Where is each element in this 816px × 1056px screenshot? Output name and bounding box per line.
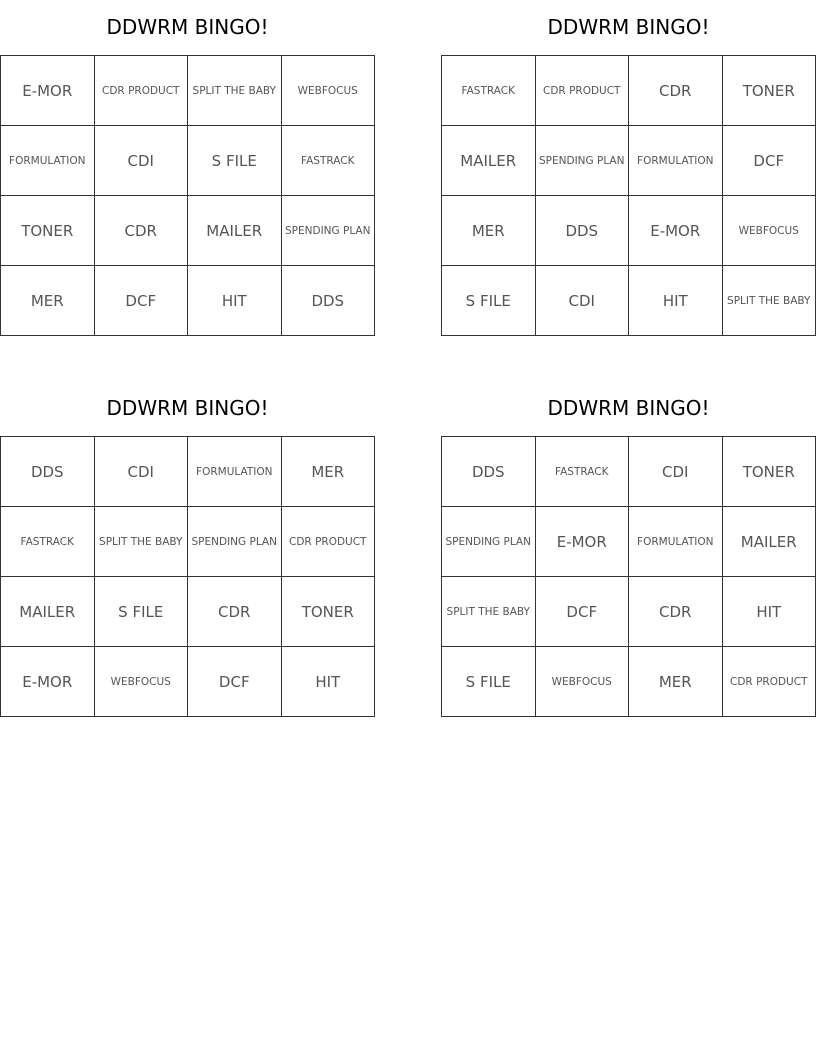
card-title: DDWRM BINGO! — [106, 15, 269, 39]
bingo-cell: SPENDING PLAN — [282, 196, 376, 266]
bingo-cell: SPENDING PLAN — [536, 126, 630, 196]
bingo-card-1 — [0, 0, 375, 336]
bingo-cell: DDS — [282, 266, 376, 336]
bingo-cell: DCF — [536, 577, 630, 647]
card-title: DDWRM BINGO! — [106, 396, 269, 420]
bingo-cell: FORMULATION — [629, 507, 723, 577]
bingo-cell: CDR — [629, 577, 723, 647]
bingo-cell: SPLIT THE BABY — [723, 266, 816, 336]
bingo-cell: TONER — [1, 196, 95, 266]
bingo-cell: CDR PRODUCT — [723, 647, 816, 717]
bingo-cell: DCF — [188, 647, 282, 717]
card-title: DDWRM BINGO! — [547, 15, 710, 39]
bingo-cell: TONER — [282, 577, 376, 647]
bingo-cell: DDS — [536, 196, 630, 266]
bingo-cell: CDI — [536, 266, 630, 336]
bingo-cell: TONER — [723, 56, 816, 126]
bingo-cell: MER — [442, 196, 536, 266]
bingo-cell: S FILE — [442, 647, 536, 717]
bingo-cell: DDS — [1, 437, 95, 507]
bingo-cell: CDI — [95, 126, 189, 196]
bingo-cell: CDI — [629, 437, 723, 507]
bingo-cell: S FILE — [442, 266, 536, 336]
bingo-cell: TONER — [723, 437, 816, 507]
bingo-cell: HIT — [629, 266, 723, 336]
bingo-cell: FORMULATION — [1, 126, 95, 196]
bingo-cell: HIT — [282, 647, 376, 717]
bingo-cell: SPLIT THE BABY — [442, 577, 536, 647]
bingo-cell: FASTRACK — [282, 126, 376, 196]
bingo-cell: MER — [282, 437, 376, 507]
bingo-cell: MER — [629, 647, 723, 717]
bingo-cell: S FILE — [95, 577, 189, 647]
bingo-card-4 — [441, 381, 816, 717]
bingo-cell: FASTRACK — [1, 507, 95, 577]
bingo-cell: WEBFOCUS — [536, 647, 630, 717]
bingo-cell: CDR PRODUCT — [95, 56, 189, 126]
bingo-cell: CDR — [629, 56, 723, 126]
bingo-grid — [441, 436, 816, 717]
bingo-cell: MAILER — [188, 196, 282, 266]
bingo-cell: WEBFOCUS — [282, 56, 376, 126]
bingo-cell: DCF — [95, 266, 189, 336]
bingo-cell: MAILER — [442, 126, 536, 196]
bingo-cell: WEBFOCUS — [95, 647, 189, 717]
bingo-cell: HIT — [188, 266, 282, 336]
bingo-cell: HIT — [723, 577, 816, 647]
bingo-grid — [0, 55, 375, 336]
bingo-cell: FORMULATION — [188, 437, 282, 507]
bingo-cell: SPENDING PLAN — [442, 507, 536, 577]
bingo-cell: MAILER — [723, 507, 816, 577]
bingo-cell: CDR — [95, 196, 189, 266]
bingo-cell: MAILER — [1, 577, 95, 647]
bingo-cell: CDI — [95, 437, 189, 507]
bingo-grid — [441, 55, 816, 336]
bingo-cell: FORMULATION — [629, 126, 723, 196]
bingo-cell: DDS — [442, 437, 536, 507]
bingo-cell: SPLIT THE BABY — [95, 507, 189, 577]
bingo-cell: CDR PRODUCT — [282, 507, 376, 577]
bingo-cell: DCF — [723, 126, 816, 196]
bingo-cell: E-MOR — [1, 647, 95, 717]
bingo-card-2 — [441, 0, 816, 336]
bingo-cell: WEBFOCUS — [723, 196, 816, 266]
bingo-cell: CDR — [188, 577, 282, 647]
bingo-cell: SPLIT THE BABY — [188, 56, 282, 126]
bingo-card-3 — [0, 381, 375, 717]
bingo-cell: MER — [1, 266, 95, 336]
bingo-cell: CDR PRODUCT — [536, 56, 630, 126]
bingo-cell: E-MOR — [629, 196, 723, 266]
bingo-cell: SPENDING PLAN — [188, 507, 282, 577]
bingo-cell: FASTRACK — [536, 437, 630, 507]
bingo-grid — [0, 436, 375, 717]
bingo-cell: FASTRACK — [442, 56, 536, 126]
card-title: DDWRM BINGO! — [547, 396, 710, 420]
bingo-cell: S FILE — [188, 126, 282, 196]
bingo-cell: E-MOR — [536, 507, 630, 577]
bingo-cell: E-MOR — [1, 56, 95, 126]
